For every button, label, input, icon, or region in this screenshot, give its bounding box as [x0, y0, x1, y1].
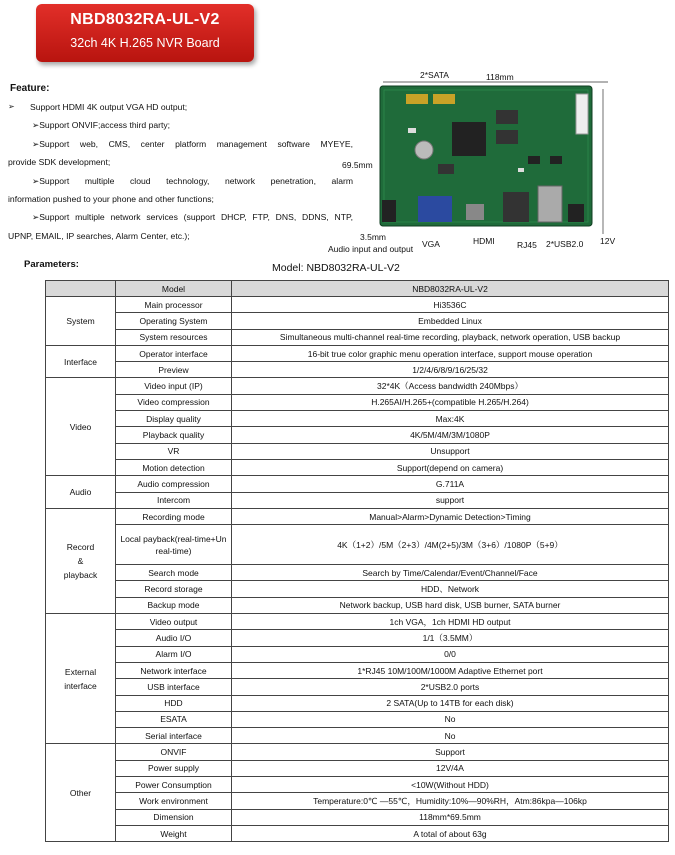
table-header-row — [46, 281, 669, 297]
group-cell — [46, 744, 116, 842]
group-cell — [46, 508, 116, 613]
table-row — [46, 679, 669, 695]
group-name-line: interface — [64, 680, 97, 691]
param-value-cell: 4K（1+2）/5M（2+3）/4M(2+5)/3M（3+6）/1080P（5+9） — [232, 525, 669, 565]
table-row — [46, 695, 669, 711]
product-model-title: NBD8032RA-UL-V2 — [70, 11, 220, 28]
model-heading — [272, 262, 400, 274]
param-name-cell: Network interface — [116, 662, 232, 678]
group-name-line: & — [77, 555, 84, 566]
arrow-bullet-icon: ➢ — [8, 102, 15, 111]
param-name-cell: Alarm I/O — [116, 646, 232, 662]
param-value-cell: Simultaneous multi-channel real-time recording, playback, network operation, USB backup — [232, 329, 669, 345]
model-label: Model: — [272, 262, 304, 274]
param-name-cell: System resources — [116, 329, 232, 345]
table-body — [46, 297, 669, 842]
parameter-table — [45, 280, 669, 842]
param-value-cell: 1/2/4/6/8/9/16/25/32 — [232, 362, 669, 378]
param-name-cell: Power supply — [116, 760, 232, 776]
header-value: NBD8032RA-UL-V2 — [232, 281, 669, 297]
param-name-cell: Backup mode — [116, 597, 232, 613]
table-row — [46, 809, 669, 825]
param-name-cell: Operator interface — [116, 345, 232, 361]
param-name-cell: Serial interface — [116, 728, 232, 744]
param-value-cell: Manual>Alarm>Dynamic Detection>Timing — [232, 508, 669, 524]
param-value-cell: Network backup, USB hard disk, USB burner, SATA burner — [232, 597, 669, 613]
param-value-cell: 12V/4A — [232, 760, 669, 776]
param-value-cell: 32*4K（Access bandwidth 240Mbps） — [232, 378, 669, 394]
label-rj45: RJ45 — [517, 240, 537, 250]
param-value-cell: 1*RJ45 10M/100M/1000M Adaptive Ethernet port — [232, 662, 669, 678]
table-row — [46, 427, 669, 443]
param-name-cell: Audio I/O — [116, 630, 232, 646]
param-value-cell: Support(depend on camera) — [232, 459, 669, 475]
param-name-cell: Operating System — [116, 313, 232, 329]
table-row — [46, 459, 669, 475]
param-name-cell: Audio compression — [116, 476, 232, 492]
label-audio-size: 3.5mm — [360, 232, 386, 242]
feature-text: Support HDMI 4K output VGA HD output; — [30, 102, 188, 112]
table-row — [46, 614, 669, 630]
table-row — [46, 394, 669, 410]
table-row — [46, 744, 669, 760]
param-value-cell: No — [232, 728, 669, 744]
label-height: 69.5mm — [342, 160, 373, 170]
label-power: 12V — [600, 236, 616, 246]
group-name-line: External — [64, 666, 97, 677]
title-banner — [36, 4, 254, 62]
feature-heading: Feature: — [10, 83, 50, 94]
group-name-line: Audio — [69, 487, 92, 498]
label-width: 118mm — [486, 72, 514, 82]
parameters-heading: Parameters: — [24, 259, 79, 270]
model-value: NBD8032RA-UL-V2 — [306, 262, 400, 274]
param-value-cell: H.265AI/H.265+(compatible H.265/H.264) — [232, 394, 669, 410]
table-row — [46, 492, 669, 508]
feature-item-continued — [8, 153, 353, 171]
param-value-cell: Embedded Linux — [232, 313, 669, 329]
param-name-cell: HDD — [116, 695, 232, 711]
param-name-cell: Main processor — [116, 297, 232, 313]
group-name-line: Record — [66, 541, 95, 552]
arrow-bullet-icon: ➢ — [32, 212, 40, 223]
group-cell — [46, 345, 116, 378]
param-value-cell: Search by Time/Calendar/Event/Channel/Face — [232, 565, 669, 581]
table-row — [46, 825, 669, 841]
param-value-cell: 2 SATA(Up to 14TB for each disk) — [232, 695, 669, 711]
param-name-cell: VR — [116, 443, 232, 459]
param-name-cell: Search mode — [116, 565, 232, 581]
group-cell — [46, 297, 116, 346]
param-value-cell: 2*USB2.0 ports — [232, 679, 669, 695]
param-name-cell: Power Consumption — [116, 777, 232, 793]
param-value-cell: A total of about 63g — [232, 825, 669, 841]
feature-text: information pushed to your phone and other functions; — [8, 194, 214, 205]
table-row — [46, 581, 669, 597]
label-usb: 2*USB2.0 — [546, 239, 584, 249]
table-row — [46, 297, 669, 313]
table-row — [46, 646, 669, 662]
param-name-cell: Video compression — [116, 394, 232, 410]
feature-item — [8, 98, 353, 116]
feature-text: UPNP, EMAIL, IP searches, Alarm Center, etc.); — [8, 230, 190, 241]
param-value-cell: 0/0 — [232, 646, 669, 662]
table-row — [46, 777, 669, 793]
table-row — [46, 476, 669, 492]
feature-text: provide SDK development; — [8, 157, 111, 168]
label-audio: Audio input and output — [328, 244, 414, 254]
feature-item — [8, 135, 353, 153]
feature-text: ➢Support multiple network services (support DHCP, FTP, DNS, DDNS, NTP, — [32, 212, 353, 223]
table-row — [46, 378, 669, 394]
param-name-cell: Video input (IP) — [116, 378, 232, 394]
table-row — [46, 525, 669, 565]
feature-item — [8, 208, 353, 226]
param-value-cell: support — [232, 492, 669, 508]
param-value-cell: 1/1（3.5MM） — [232, 630, 669, 646]
table-row — [46, 313, 669, 329]
group-name-line: Video — [69, 421, 92, 432]
feature-item-continued — [8, 190, 353, 208]
feature-text: Support ONVIF;access third party; — [39, 120, 171, 131]
table-row — [46, 443, 669, 459]
param-value-cell: 118mm*69.5mm — [232, 809, 669, 825]
label-vga: VGA — [422, 239, 440, 249]
param-value-cell: 16-bit true color graphic menu operation interface, support mouse operation — [232, 345, 669, 361]
feature-list — [8, 98, 353, 245]
table-row — [46, 345, 669, 361]
table-row — [46, 597, 669, 613]
arrow-bullet-icon: ➢ — [32, 120, 40, 131]
param-value-cell: Hi3536C — [232, 297, 669, 313]
table-row — [46, 728, 669, 744]
group-cell — [46, 614, 116, 744]
param-value-cell: HDD、Network — [232, 581, 669, 597]
table-row — [46, 630, 669, 646]
param-name-cell: Display quality — [116, 411, 232, 427]
group-name-line: System — [66, 315, 95, 326]
param-name-cell: Intercom — [116, 492, 232, 508]
arrow-bullet-icon: ➢ — [32, 175, 40, 186]
param-value-cell: No — [232, 711, 669, 727]
table-row — [46, 711, 669, 727]
header-item: Model — [116, 281, 232, 297]
table-row — [46, 362, 669, 378]
param-value-cell: G.711A — [232, 476, 669, 492]
group-name-line: Other — [69, 787, 92, 798]
table-row — [46, 565, 669, 581]
label-sata: 2*SATA — [420, 70, 449, 80]
feature-item — [8, 116, 353, 134]
param-value-cell: 1ch VGA，1ch HDMI HD output — [232, 614, 669, 630]
feature-text: ➢Support multiple cloud technology, network penetration, alarm — [32, 175, 353, 186]
table-row — [46, 329, 669, 345]
param-name-cell: Record storage — [116, 581, 232, 597]
table-row — [46, 508, 669, 524]
label-hdmi: HDMI — [473, 236, 495, 246]
param-name-cell: ONVIF — [116, 744, 232, 760]
param-value-cell: Unsupport — [232, 443, 669, 459]
param-name-cell: Dimension — [116, 809, 232, 825]
param-name-cell: Local payback(real-time+Un real-time) — [116, 525, 232, 565]
group-cell — [46, 476, 116, 509]
param-name-cell: Recording mode — [116, 508, 232, 524]
group-name-line: Interface — [63, 356, 98, 367]
table-row — [46, 793, 669, 809]
table-row — [46, 760, 669, 776]
product-subtitle: 32ch 4K H.265 NVR Board — [70, 36, 220, 50]
param-name-cell: ESATA — [116, 711, 232, 727]
arrow-bullet-icon: ➢ — [32, 138, 40, 149]
group-cell — [46, 378, 116, 476]
board-diagram — [318, 64, 668, 264]
feature-item-continued — [8, 227, 353, 245]
param-name-cell: Preview — [116, 362, 232, 378]
table-row — [46, 411, 669, 427]
header-group — [46, 281, 116, 297]
param-name-cell: Video output — [116, 614, 232, 630]
feature-item — [8, 172, 353, 190]
feature-text: ➢Support web, CMS, center platform management software MYEYE, — [32, 138, 353, 149]
table-row — [46, 662, 669, 678]
param-name-cell: Playback quality — [116, 427, 232, 443]
param-name-cell: USB interface — [116, 679, 232, 695]
param-value-cell: Temperature:0℃ —55℃，Humidity:10%—90%RH，Atm:86kpa—106kp — [232, 793, 669, 809]
group-name-line: playback — [63, 569, 98, 580]
param-name-cell: Motion detection — [116, 459, 232, 475]
param-value-cell: <10W(Without HDD) — [232, 777, 669, 793]
param-name-cell: Work environment — [116, 793, 232, 809]
param-value-cell: Max:4K — [232, 411, 669, 427]
param-name-cell: Weight — [116, 825, 232, 841]
param-value-cell: Support — [232, 744, 669, 760]
param-value-cell: 4K/5M/4M/3M/1080P — [232, 427, 669, 443]
